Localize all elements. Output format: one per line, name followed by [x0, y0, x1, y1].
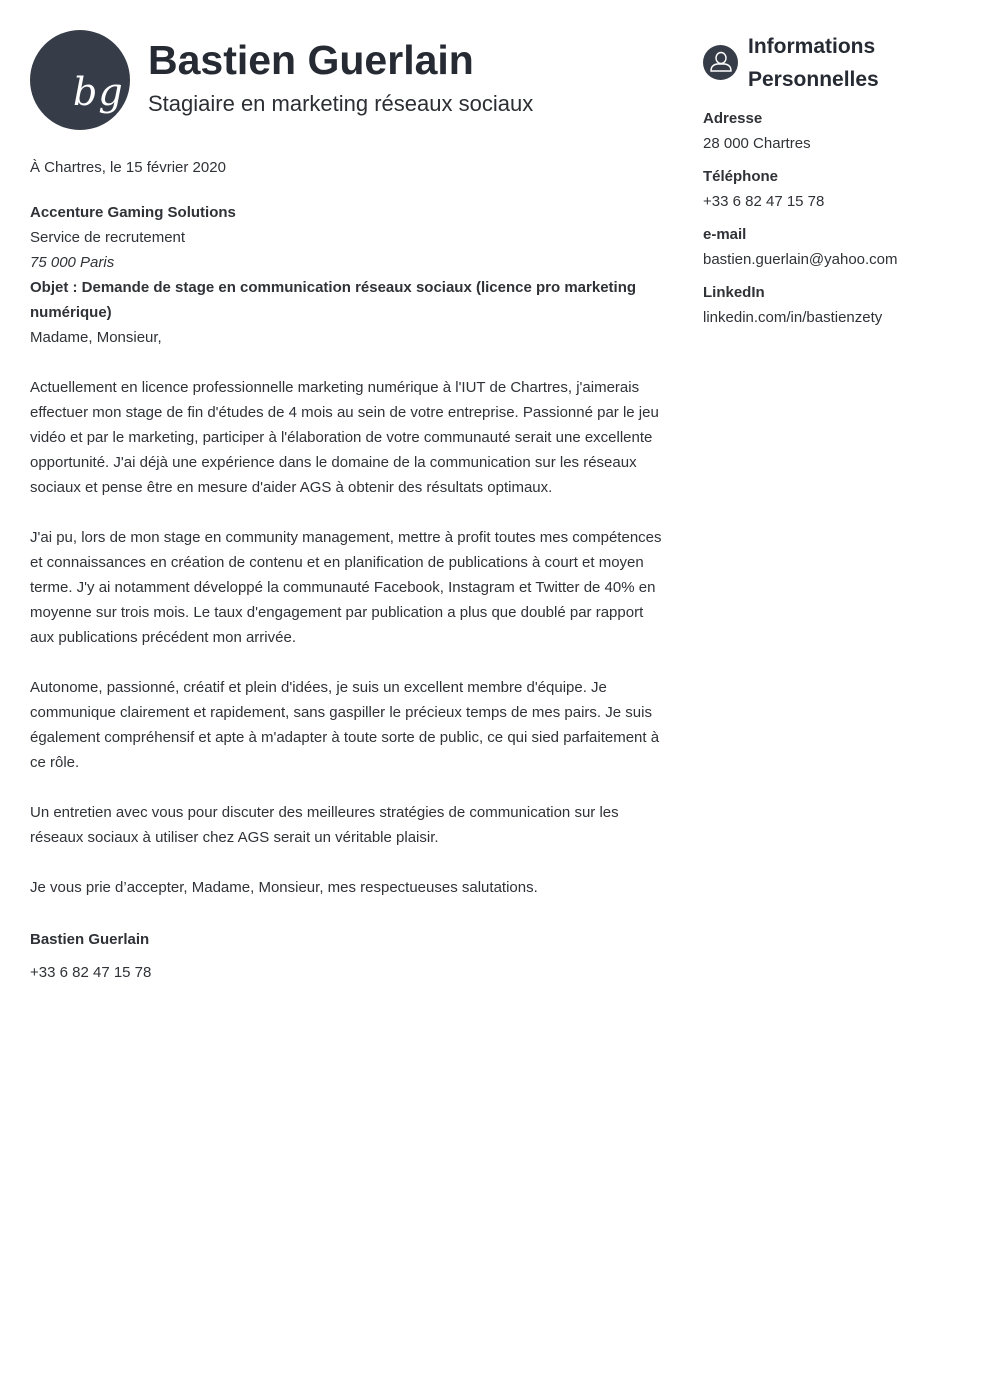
- address-label: Adresse: [703, 110, 763, 127]
- initials-avatar: [30, 30, 130, 130]
- job-title: Stagiaire en marketing réseaux sociaux: [148, 91, 534, 116]
- paragraph-interview: Un entretien avec vous pour discuter des meilleures stratégies de communication sur les réseaux sociaux à utiliser chez AGS serait un véritable plaisir.: [30, 804, 619, 846]
- user-icon: [703, 45, 738, 80]
- address-value: 28 000 Chartres: [703, 135, 811, 152]
- letter-subject: Objet : Demande de stage en communication réseaux sociaux (licence pro marketing numérique): [30, 279, 637, 321]
- signature-phone: +33 6 82 47 15 78: [30, 964, 152, 981]
- letter-date: À Chartres, le 15 février 2020: [30, 159, 226, 176]
- linkedin-label: LinkedIn: [703, 284, 765, 301]
- candidate-name: Bastien Guerlain: [148, 37, 474, 83]
- paragraph-intro: Actuellement en licence professionnelle marketing numérique à l'IUT de Chartres, j'aimerais effectuer mon stage de fin d'études de 4 mois au sein de votre entreprise. Passionné par le jeu vidéo et par le marketing, participer à l'élaboration de votre communauté serait une excellente opportunité. J'ai déjà une expérience dans le domaine de la communication sur les réseaux sociaux et pense être en mesure d'aider AGS à obtenir des résultats optimaux.: [30, 379, 659, 496]
- sidebar-title: [748, 30, 879, 96]
- recipient-block: [30, 200, 665, 275]
- letter-body: [30, 155, 665, 985]
- email-value: bastien.guerlain@yahoo.com: [703, 251, 898, 268]
- paragraph-experience: J'ai pu, lors de mon stage en community management, mettre à profit toutes mes compétences et connaissances en création de contenu et en planification de publications à court et moyen terme. J'y ai notamment développé la communauté Facebook, Instagram et Twitter de 40% en moyenne sur trois mois. Le taux d'engagement par publication a plus que doublé par rapport aux publications précédent mon arrivée.: [30, 529, 662, 646]
- avatar-initials: bg: [73, 70, 124, 114]
- letter-salutation: Madame, Monsieur,: [30, 329, 162, 346]
- phone-value: +33 6 82 47 15 78: [703, 193, 825, 210]
- signature-name: Bastien Guerlain: [30, 931, 150, 948]
- linkedin-value: linkedin.com/in/bastienzety: [703, 309, 883, 326]
- sidebar-title-line1: Informations: [748, 35, 876, 58]
- paragraph-qualities: Autonome, passionné, créatif et plein d'idées, je suis un excellent membre d'équipe. Je communique clairement et rapidement, sans gaspiller le précieux temps de mes pairs. Je suis également compréhensif et apte à m'adapter à toute sorte de public, ce qui sied parfaitement à ce rôle.: [30, 679, 660, 771]
- email-label: e-mail: [703, 226, 747, 243]
- paragraph-closing: Je vous prie d’accepter, Madame, Monsieur, mes respectueuses salutations.: [30, 879, 538, 896]
- recipient-company: Accenture Gaming Solutions: [30, 204, 236, 221]
- recipient-department: Service de recrutement: [30, 229, 186, 246]
- phone-label: Téléphone: [703, 168, 779, 185]
- recipient-city: 75 000 Paris: [30, 254, 115, 271]
- info-list: [703, 106, 973, 338]
- sidebar-title-line2: Personnelles: [748, 68, 879, 91]
